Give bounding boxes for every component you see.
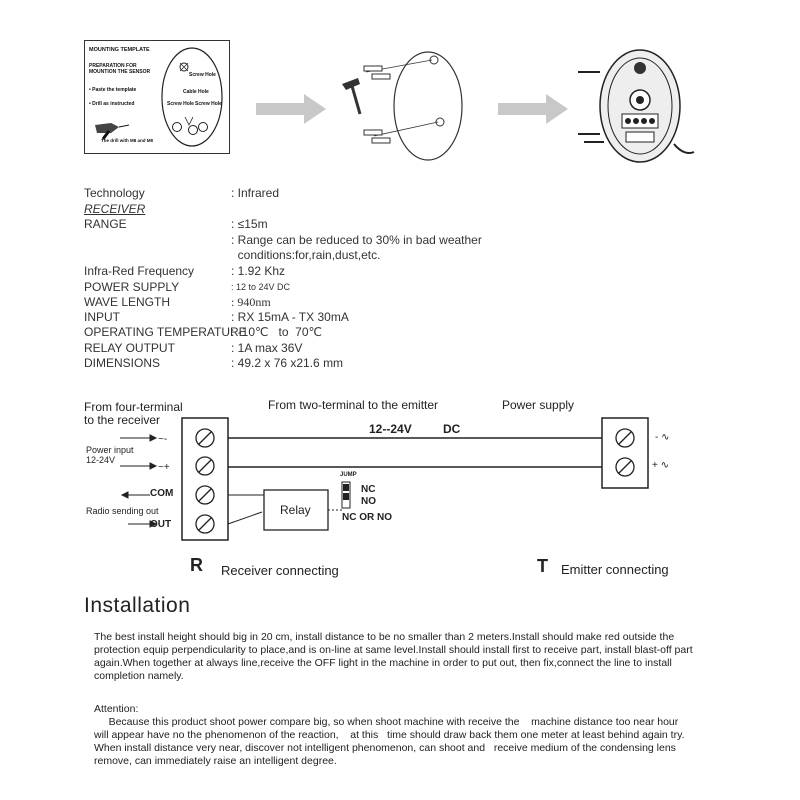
spec-value-frequency: : 1.92 Khz: [231, 264, 286, 278]
template-subtitle-1: PREPARATION FOR: [89, 63, 137, 69]
drill-icon: [89, 117, 149, 141]
installation-paragraph: [94, 631, 694, 683]
radio-sending-out-label: Radio sending out: [86, 506, 159, 516]
spec-label-power-supply: POWER SUPPLY: [84, 280, 180, 294]
spec-value-input: : RX 15mA - TX 30mA: [231, 310, 349, 324]
out-label: OUT: [150, 519, 172, 530]
from-four-terminal-label-1: From four-terminal: [84, 400, 183, 414]
spec-label-wave-length: WAVE LENGTH: [84, 295, 171, 309]
spec-value-range: : ≤15m: [231, 217, 268, 231]
emitter-letter: T: [537, 556, 548, 576]
nc-label: NC: [361, 484, 376, 495]
no-label: NO: [361, 496, 376, 507]
spec-label-input: INPUT: [84, 310, 120, 324]
emitter-minus-label: - ∿: [655, 432, 670, 443]
wall-plate-drilling-illustration: [336, 44, 476, 164]
spec-value-range-note-1: : Range can be reduced to 30% in bad weather: [231, 233, 482, 247]
receiver-connecting-label: Receiver connecting: [221, 563, 339, 578]
spec-label-technology: Technology: [84, 186, 145, 200]
power-input-label-2: 12-24V: [86, 455, 116, 465]
spec-label-range: RANGE: [84, 217, 127, 231]
template-oval: [159, 45, 225, 149]
spec-value-power-supply: : 12 to 24V DC: [231, 282, 291, 292]
nc-or-no-label: NC OR NO: [342, 512, 392, 523]
voltage-label: 12--24V: [369, 422, 412, 436]
spec-value-wave-length: : 940nm: [231, 295, 271, 309]
cable-hole-label: Cable Hole: [183, 89, 209, 95]
spec-value-operating-temp: : -10℃ to 70℃: [231, 325, 322, 339]
power-supply-label: Power supply: [502, 398, 575, 412]
template-title: MOUNTING TEMPLATE: [89, 47, 150, 53]
spec-label-frequency: Infra-Red Frequency: [84, 264, 195, 278]
screw-hole-top-label: Screw Hole: [189, 72, 216, 78]
template-step-1: • Paste the template: [89, 87, 137, 93]
spec-value-technology: : Infrared: [231, 186, 280, 200]
spec-label-operating-temp: OPERATING TEMPERATURE: [84, 325, 247, 339]
relay-label: Relay: [280, 503, 311, 517]
installation-text: The best install height should big in 20 cm, install distance to be no smaller than 2 meters.Install should make red outside the protection equip perpendicularity to place,and is on-line at same level.Install should install first to receive part, install blast-off part again.When together at always line,receive the OFF light in the machine in order to put out, then fix,connect the line to install completion namely.: [94, 631, 693, 682]
screw-hole-right-label: Screw Hole: [195, 101, 222, 107]
svg-text:~+: ~+: [158, 462, 170, 473]
template-subtitle-2: MOUNTION THE SENSOR: [89, 69, 151, 75]
spec-label-dimensions: DIMENSIONS: [84, 356, 161, 370]
screw-hole-left-label: Screw Hole: [167, 101, 194, 107]
jump-label: JUMP: [340, 472, 357, 478]
spec-value-relay-output: : 1A max 36V: [231, 341, 303, 355]
receiver-letter: R: [190, 555, 203, 575]
installation-title: Installation: [84, 594, 191, 617]
spec-label-relay-output: RELAY OUTPUT: [84, 341, 175, 355]
com-label: COM: [150, 488, 174, 499]
emitter-connecting-label: Emitter connecting: [561, 562, 669, 577]
emitter-plus-label: + ∿: [652, 460, 669, 471]
attention-paragraph: [94, 716, 697, 768]
from-two-terminal-label: From two-terminal to the emitter: [268, 398, 439, 412]
attention-text: Because this product shoot power compare big, so when shoot machine with receive the machine distance too near hour will appear have no the phenomenon of the reaction, at this time should draw back them one meter at least behind again try. When install distance very near, discover not intelligent phenomenon, can shoot and receive medium of the condensing lens remove, can immediately raise an intelligent degree.: [94, 716, 697, 767]
step-arrow-2: [498, 92, 570, 126]
svg-text:~-: ~-: [158, 434, 168, 445]
spec-label-receiver: RECEIVER: [84, 202, 146, 216]
dc-label: DC: [443, 422, 461, 436]
attention-heading: Attention:: [94, 703, 139, 715]
spec-value-dimensions: : 49.2 x 76 x21.6 mm: [231, 356, 344, 370]
power-input-label-1: Power input: [86, 445, 134, 455]
template-step-2: • Drill as instructed: [89, 101, 135, 107]
mounting-template-panel: [84, 40, 230, 154]
step-arrow-1: [256, 92, 328, 126]
drill-caption: The drill with M8 and M8: [101, 138, 154, 143]
spec-value-range-note-2: conditions:for,rain,dust,etc.: [231, 248, 381, 262]
from-four-terminal-label-2: to the receiver: [84, 413, 161, 427]
sensor-mounted-illustration: [574, 44, 704, 164]
